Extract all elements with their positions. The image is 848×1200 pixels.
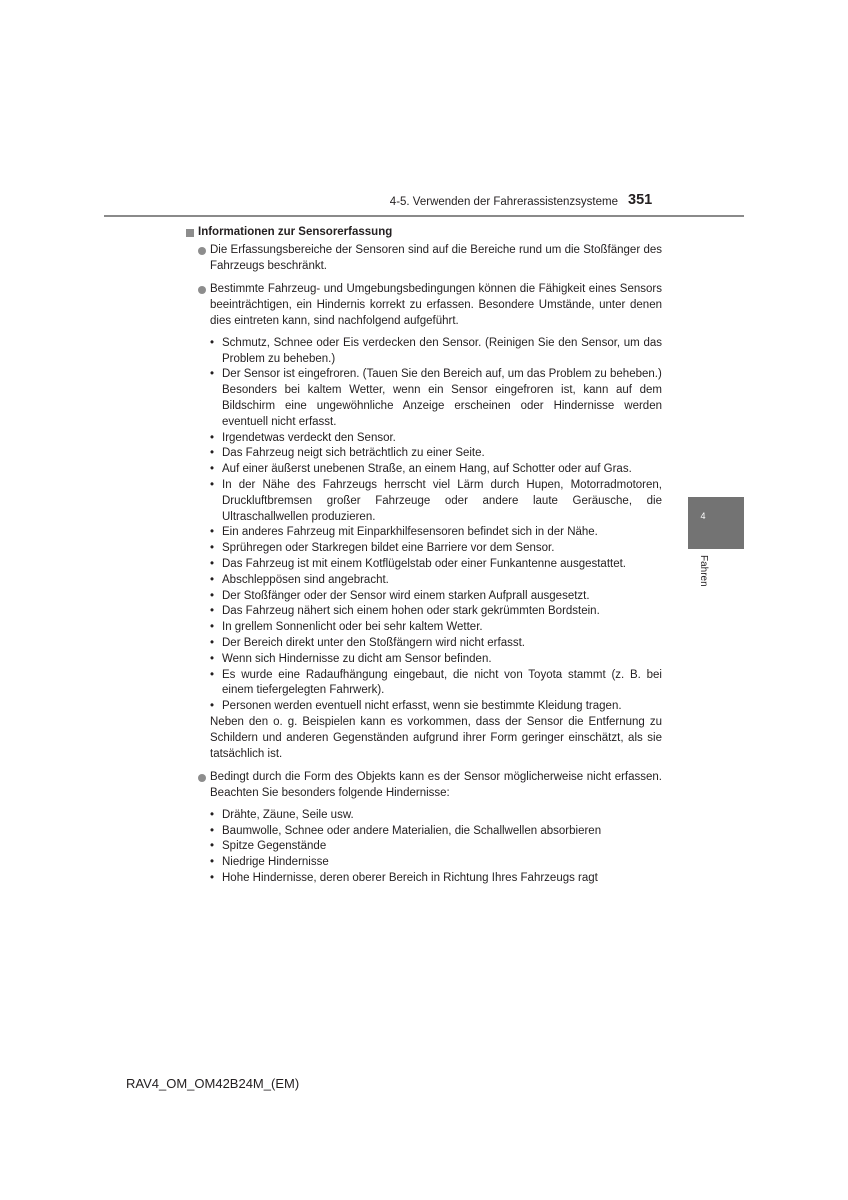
bullet-icon: • (210, 872, 215, 885)
bullet-icon: • (210, 557, 215, 570)
list-item: • Wenn sich Hindernisse zu dicht am Sensor befinden. (210, 652, 662, 668)
obstacle-list (184, 808, 662, 887)
running-header-title: 4-5. Verwenden der Fahrerassistenzsysteme (389, 196, 618, 208)
list-item: • Sprühregen oder Starkregen bildet eine Barriere vor dem Sensor. (210, 541, 662, 557)
list-item: • Irgendetwas verdeckt den Sensor. (210, 431, 662, 447)
bullet-icon: • (210, 478, 215, 491)
section-content (184, 225, 662, 887)
bullet-icon: • (210, 652, 215, 665)
list-item: • Hohe Hindernisse, deren oberer Bereich in Richtung Ihres Fahrzeugs ragt (210, 871, 662, 887)
closing-note: Neben den o. g. Beispielen kann es vorkommen, dass der Sensor die Entfernung zu Schildern und anderen Gegenständen aufgrund ihrer Form geringer einschätzt, als sie tatsächlich ist. (210, 715, 662, 760)
bullet-icon: • (210, 636, 215, 649)
bullet-icon: • (210, 808, 215, 821)
list-item: • Schmutz, Schnee oder Eis verdecken den Sensor. (Reinigen Sie den Sensor, um das Problem zu beheben.) (210, 336, 662, 365)
bullet-icon: • (210, 573, 215, 586)
list-item: • In grellem Sonnenlicht oder bei sehr kaltem Wetter. (210, 620, 662, 636)
header-divider (104, 215, 744, 217)
list-item: • Abschleppösen sind angebracht. (210, 573, 662, 589)
point-text: Die Erfassungsbereiche der Sensoren sind auf die Bereiche rund um die Stoßfänger des Fahrzeugs beschränkt. (210, 243, 662, 272)
chapter-tab (688, 497, 744, 549)
bullet-icon: • (210, 431, 215, 444)
bullet-icon: • (210, 368, 215, 381)
list-item: • Das Fahrzeug ist mit einem Kotflügelstab oder einer Funkantenne ausgestattet. (210, 557, 662, 573)
list-item (184, 243, 662, 275)
list-item (184, 282, 662, 329)
bullet-icon: • (210, 824, 215, 837)
bullet-icon: • (210, 463, 215, 476)
list-item (184, 770, 662, 802)
circle-bullet-icon (198, 286, 206, 294)
bullet-icon: • (210, 589, 215, 602)
bullet-icon: • (210, 840, 215, 853)
point-text: Bedingt durch die Form des Objekts kann es der Sensor möglicherweise nicht erfassen. Beachten Sie besonders folgende Hindernisse: (210, 771, 662, 800)
bullet-icon: • (210, 526, 215, 539)
list-item: • Drähte, Zäune, Seile usw. (210, 808, 662, 824)
condition-list (184, 336, 662, 715)
list-item: • Das Fahrzeug neigt sich beträchtlich zu einer Seite. (210, 446, 662, 462)
list-item: • Spitze Gegenstände (210, 839, 662, 855)
list-item: • Niedrige Hindernisse (210, 855, 662, 871)
list-item: • Der Sensor ist eingefroren. (Tauen Sie den Bereich auf, um das Problem zu beheben.) Besonders bei kaltem Wetter, wenn ein Sensor eingefroren ist, kann auf dem Bildschirm eine ungewöhnliche Anzeige erscheinen oder Hindernisse werden eventuell nicht erfasst. (210, 367, 662, 430)
section-heading (184, 225, 662, 241)
chapter-number: 4 (700, 511, 706, 521)
square-bullet-icon (186, 229, 194, 237)
bullet-icon: • (210, 856, 215, 869)
list-item: • Der Stoßfänger oder der Sensor wird einem starken Aufprall ausgesetzt. (210, 589, 662, 605)
bullet-icon: • (210, 336, 215, 349)
bullet-icon: • (210, 668, 215, 681)
list-item: • Es wurde eine Radaufhängung eingebaut, die nicht von Toyota stammt (z. B. bei einem tiefergelegten Fahrwerk). (210, 668, 662, 697)
page-number: 351 (628, 192, 653, 208)
list-item: • Personen werden eventuell nicht erfasst, wenn sie bestimmte Kleidung tragen. (210, 699, 662, 715)
list-item: • Der Bereich direkt unter den Stoßfängern wird nicht erfasst. (210, 636, 662, 652)
list-item: • Auf einer äußerst unebenen Straße, an einem Hang, auf Schotter oder auf Gras. (210, 462, 662, 478)
bullet-icon: • (210, 447, 215, 460)
chapter-label: Fahren (698, 555, 709, 587)
circle-bullet-icon (198, 247, 206, 255)
circle-bullet-icon (198, 774, 206, 782)
bullet-icon: • (210, 605, 215, 618)
list-item: • Baumwolle, Schnee oder andere Materialien, die Schallwellen absorbieren (210, 824, 662, 840)
bullet-icon: • (210, 621, 215, 634)
frozen-sensor-note: Besonders bei kaltem Wetter, wenn ein Sensor eingefroren ist, kann auf dem Bildschirm eine ungewöhnliche Anzeige erscheinen oder Hindernisse werden eventuell nicht erfasst. (222, 384, 662, 428)
section-heading-text: Informationen zur Sensorerfassung (198, 226, 393, 238)
bullet-icon: • (210, 542, 215, 555)
document-code: RAV4_OM_OM42B24M_(EM) (126, 1076, 300, 1091)
list-item: • Ein anderes Fahrzeug mit Einparkhilfesensoren befindet sich in der Nähe. (210, 525, 662, 541)
bullet-icon: • (210, 700, 215, 713)
point-text: Bestimmte Fahrzeug- und Umgebungsbedingungen können die Fähigkeit eines Sensors beeinträchtigen, ein Hindernis korrekt zu erfassen. Besondere Umstände, unter denen dies eintreten kann, sind nachfolgend aufgeführt. (210, 283, 662, 327)
list-item: • In der Nähe des Fahrzeugs herrscht viel Lärm durch Hupen, Motorradmotoren, Druckluftbremsen großer Fahrzeuge oder andere laute Geräusche, die Ultraschallwellen produzieren. (210, 478, 662, 523)
list-item: • Das Fahrzeug nähert sich einem hohen oder stark gekrümmten Bordstein. (210, 604, 662, 620)
